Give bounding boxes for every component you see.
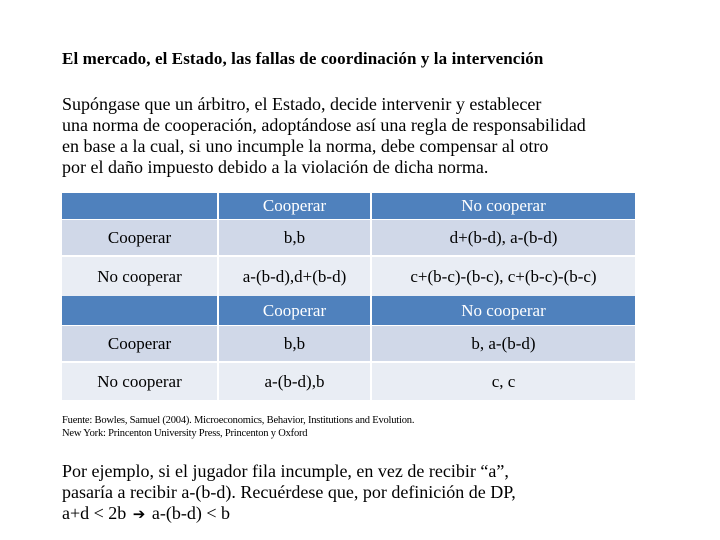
row-label: No cooperar xyxy=(62,257,219,296)
source-citation xyxy=(62,414,414,440)
matrix2-row-cooperar xyxy=(62,326,635,363)
intro-line: por el daño impuesto debido a la violación de dicha norma. xyxy=(62,157,489,177)
closing-line xyxy=(62,503,682,526)
inequality-right: a-(b-d) < b xyxy=(151,503,230,523)
matrix2-header-corner xyxy=(62,296,219,325)
payoff-cell: a-(b-d),d+(b-d) xyxy=(219,257,372,296)
payoff-cell: a-(b-d),b xyxy=(219,363,372,400)
intro-paragraph xyxy=(62,94,662,178)
payoff-cell: d+(b-d), a-(b-d) xyxy=(449,227,558,247)
matrix1-header-row xyxy=(62,193,635,220)
payoff-cell: b, a-(b-d) xyxy=(471,333,536,353)
source-line: Fuente: Bowles, Samuel (2004). Microeconomics, Behavior, Institutions and Evolution. xyxy=(62,415,415,426)
row-label: Cooperar xyxy=(62,220,219,255)
payoff-cell: b,b xyxy=(219,326,372,361)
row-label: Cooperar xyxy=(62,326,219,361)
payoff-matrices xyxy=(62,193,635,400)
source-line: New York: Princenton University Press, Princenton y Oxford xyxy=(62,428,308,439)
matrix2-header-cooperar: Cooperar xyxy=(219,296,372,325)
payoff-cell: c, c xyxy=(491,371,516,391)
right-arrow-icon: ➔ xyxy=(132,507,146,523)
inequality-left: a+d < 2b xyxy=(62,503,127,523)
closing-paragraph xyxy=(62,461,682,526)
matrix2-header-row xyxy=(62,296,635,326)
intro-line: en base a la cual, si uno incumple la norma, debe compensar al otro xyxy=(62,136,549,156)
payoff-cell: c+(b-c)-(b-c), c+(b-c)-(b-c) xyxy=(410,266,597,286)
matrix1-row-no-cooperar xyxy=(62,257,635,296)
closing-line: Por ejemplo, si el jugador fila incumple, en vez de recibir “a”, xyxy=(62,461,509,481)
matrix2-header-no-cooperar: No cooperar xyxy=(461,300,546,320)
matrix1-header-corner xyxy=(62,193,219,219)
payoff-cell: b,b xyxy=(219,220,372,255)
matrix2-row-no-cooperar xyxy=(62,363,635,400)
closing-line: pasaría a recibir a-(b-d). Recuérdese que, por definición de DP, xyxy=(62,482,516,502)
matrix1-header-cooperar: Cooperar xyxy=(219,193,372,219)
row-label: No cooperar xyxy=(62,363,219,400)
matrix1-row-cooperar xyxy=(62,220,635,257)
intro-line: una norma de cooperación, adoptándose así una regla de responsabilidad xyxy=(62,115,586,135)
intro-line: Supóngase que un árbitro, el Estado, decide intervenir y establecer xyxy=(62,94,542,114)
matrix1-header-no-cooperar: No cooperar xyxy=(461,196,546,215)
slide-title: El mercado, el Estado, las fallas de coordinación y la intervención xyxy=(62,49,544,68)
